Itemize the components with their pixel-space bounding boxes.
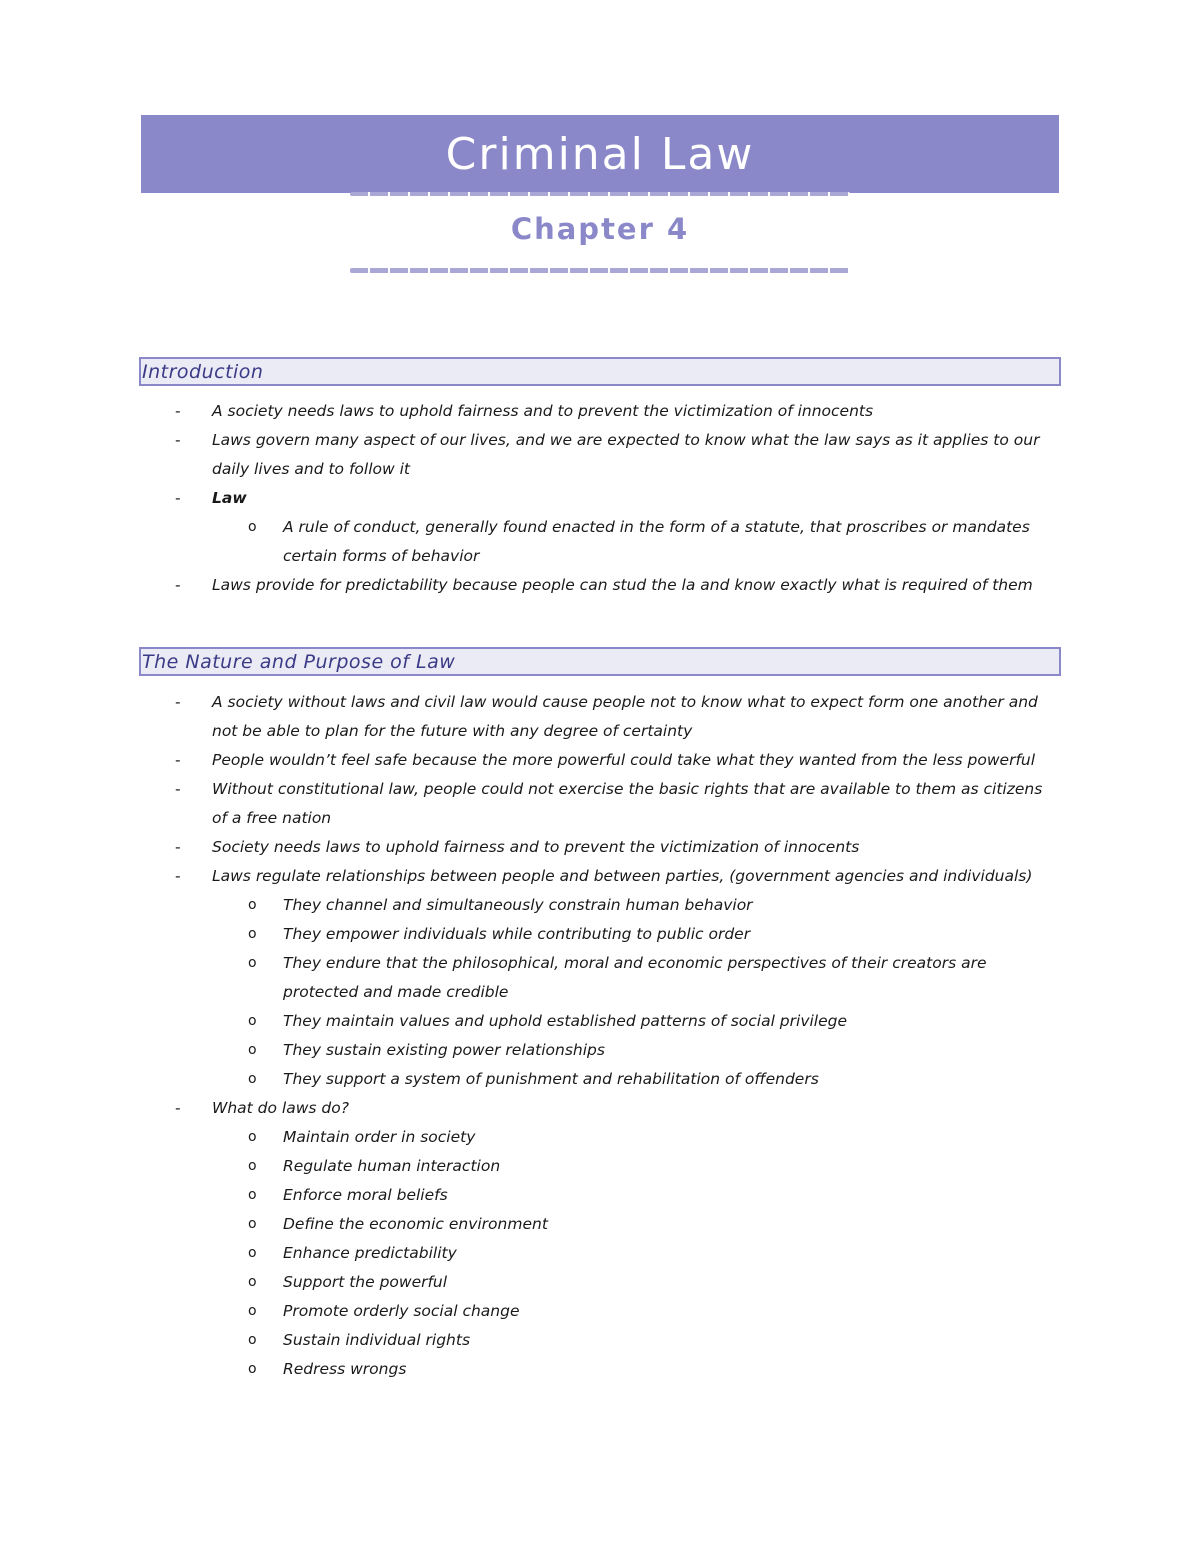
list-item-text: Laws regulate relationships between people and between parties, (government agencies and individuals) <box>212 867 1033 885</box>
section-title: Introduction <box>142 360 264 383</box>
list-item-text: Without constitutional law, people could not exercise the basic rights that are available to them as citizens of a free nation <box>212 780 1043 827</box>
list-item-text: They empower individuals while contributing to public order <box>283 925 751 943</box>
list-item-text: Laws govern many aspect of our lives, and we are expected to know what the law says as it applies to our daily lives and to follow it <box>212 431 1040 478</box>
list-item <box>0 571 1200 600</box>
section-heading-introduction <box>139 357 1061 386</box>
list-item-text: Law <box>212 489 247 507</box>
list-item <box>0 862 1200 891</box>
title-divider <box>350 192 850 196</box>
list-item <box>0 484 1200 513</box>
section-heading-nature-purpose <box>139 647 1061 676</box>
circle-bullet-icon: o <box>248 519 257 535</box>
circle-bullet-icon: o <box>248 1042 257 1058</box>
list-item-text: They support a system of punishment and rehabilitation of offenders <box>283 1070 819 1088</box>
list-item-text: Redress wrongs <box>283 1360 407 1378</box>
list-item <box>0 397 1200 426</box>
sub-list-item <box>0 1210 1200 1239</box>
list-item <box>0 746 1200 775</box>
sub-list-item <box>0 1239 1200 1268</box>
section-title: The Nature and Purpose of Law <box>142 650 456 673</box>
circle-bullet-icon: o <box>248 1071 257 1087</box>
list-item <box>0 833 1200 862</box>
dash-bullet-icon: - <box>175 576 181 594</box>
list-item-text: Society needs laws to uphold fairness and to prevent the victimization of innocents <box>212 838 860 856</box>
sub-list-item <box>0 920 1200 949</box>
list-item-text: Sustain individual rights <box>283 1331 471 1349</box>
list-item-text: Define the economic environment <box>283 1215 548 1233</box>
sub-list-item <box>0 1007 1200 1036</box>
list-item-text: A rule of conduct, generally found enacted in the form of a statute, that proscribes or mandates certain forms of behavior <box>283 518 1030 565</box>
dash-bullet-icon: - <box>175 867 181 885</box>
nature-purpose-list <box>0 688 1200 1384</box>
circle-bullet-icon: o <box>248 1274 257 1290</box>
circle-bullet-icon: o <box>248 955 257 971</box>
sub-list-item <box>0 1297 1200 1326</box>
list-item-text: Enhance predictability <box>283 1244 457 1262</box>
dash-bullet-icon: - <box>175 489 181 507</box>
list-item-text: What do laws do? <box>212 1099 349 1117</box>
list-item-text: Laws provide for predictability because people can stud the la and know exactly what is required of them <box>212 576 1033 594</box>
list-item-text: They channel and simultaneously constrain human behavior <box>283 896 753 914</box>
dash-bullet-icon: - <box>175 751 181 769</box>
list-item-text: Promote orderly social change <box>283 1302 520 1320</box>
chapter-subtitle: Chapter 4 <box>510 212 690 246</box>
sub-list-item <box>0 891 1200 920</box>
dash-bullet-icon: - <box>175 780 181 798</box>
circle-bullet-icon: o <box>248 1129 257 1145</box>
sub-list-item <box>0 1181 1200 1210</box>
circle-bullet-icon: o <box>248 926 257 942</box>
circle-bullet-icon: o <box>248 1361 257 1377</box>
dash-bullet-icon: - <box>175 402 181 420</box>
list-item <box>0 688 1200 746</box>
sub-list-item <box>0 1065 1200 1094</box>
list-item <box>0 426 1200 484</box>
list-item-text: They endure that the philosophical, moral and economic perspectives of their creators are protected and made credible <box>283 954 987 1001</box>
list-item-text: A society without laws and civil law would cause people not to know what to expect form one another and not be able to plan for the future with any degree of certainty <box>212 693 1038 740</box>
list-item-text: They maintain values and uphold established patterns of social privilege <box>283 1012 848 1030</box>
circle-bullet-icon: o <box>248 1303 257 1319</box>
circle-bullet-icon: o <box>248 1158 257 1174</box>
document-title: Criminal Law <box>445 128 755 180</box>
title-banner <box>141 115 1059 193</box>
circle-bullet-icon: o <box>248 1013 257 1029</box>
sub-list-item <box>0 1123 1200 1152</box>
circle-bullet-icon: o <box>248 897 257 913</box>
circle-bullet-icon: o <box>248 1332 257 1348</box>
sub-list-item <box>0 1036 1200 1065</box>
sub-list-item <box>0 1268 1200 1297</box>
sub-list-item <box>0 949 1200 1007</box>
list-item-text: Enforce moral beliefs <box>283 1186 448 1204</box>
sub-list-item <box>0 1152 1200 1181</box>
introduction-list <box>0 397 1200 600</box>
subtitle-divider <box>350 268 850 273</box>
sub-list-item <box>0 1326 1200 1355</box>
dash-bullet-icon: - <box>175 838 181 856</box>
dash-bullet-icon: - <box>175 693 181 711</box>
list-item-text: Regulate human interaction <box>283 1157 501 1175</box>
circle-bullet-icon: o <box>248 1187 257 1203</box>
list-item-text: They sustain existing power relationships <box>283 1041 605 1059</box>
list-item-text: A society needs laws to uphold fairness and to prevent the victimization of innocents <box>212 402 874 420</box>
circle-bullet-icon: o <box>248 1245 257 1261</box>
circle-bullet-icon: o <box>248 1216 257 1232</box>
dash-bullet-icon: - <box>175 431 181 449</box>
list-item-text: People wouldn’t feel safe because the more powerful could take what they wanted from the less powerful <box>212 751 1036 769</box>
list-item-text: Maintain order in society <box>283 1128 476 1146</box>
list-item <box>0 1094 1200 1123</box>
dash-bullet-icon: - <box>175 1099 181 1117</box>
sub-list-item <box>0 513 1200 571</box>
list-item <box>0 775 1200 833</box>
list-item-text: Support the powerful <box>283 1273 448 1291</box>
sub-list-item <box>0 1355 1200 1384</box>
